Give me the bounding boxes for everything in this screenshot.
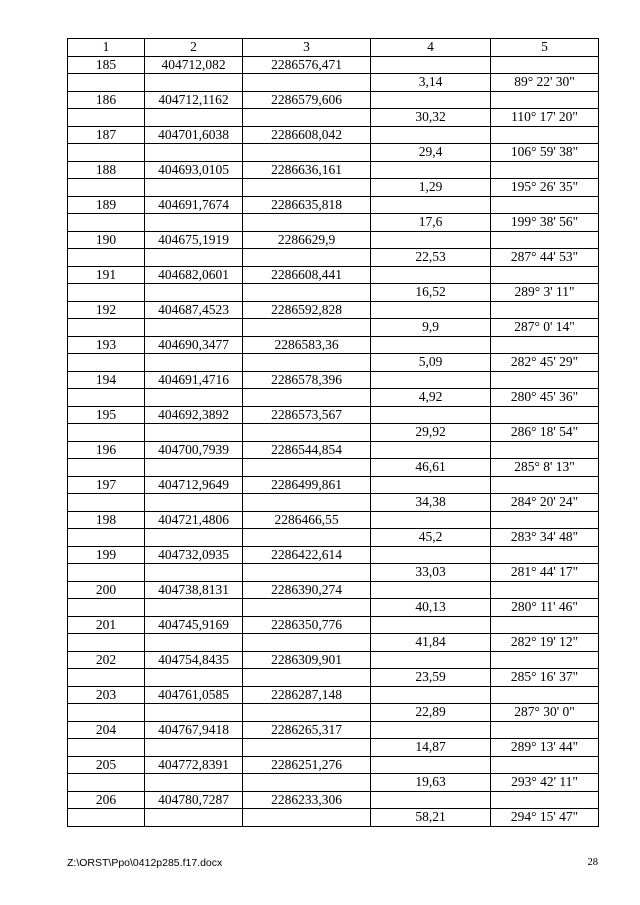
table-cell: 2286350,776 (243, 616, 371, 634)
table-cell (145, 284, 243, 302)
table-row (68, 301, 599, 319)
table-cell (491, 266, 599, 284)
table-cell (491, 651, 599, 669)
table-cell: 282° 45' 29" (491, 354, 599, 372)
table-row (68, 791, 599, 809)
table-cell: 2286287,148 (243, 686, 371, 704)
table-cell (145, 529, 243, 547)
table-row (68, 144, 599, 162)
table-cell (243, 704, 371, 722)
table-cell (371, 266, 491, 284)
table-cell: 106° 59' 38" (491, 144, 599, 162)
table-cell (145, 424, 243, 442)
table-cell (145, 319, 243, 337)
table-row (68, 651, 599, 669)
table-cell (243, 809, 371, 827)
table-cell (243, 774, 371, 792)
table-cell (243, 284, 371, 302)
table-cell: 196 (68, 441, 145, 459)
table-row (68, 424, 599, 442)
table-cell (371, 126, 491, 144)
table-cell (371, 686, 491, 704)
table-cell: 287° 0' 14" (491, 319, 599, 337)
table-cell: 293° 42' 11" (491, 774, 599, 792)
table-row (68, 406, 599, 424)
table-cell (243, 459, 371, 477)
table-cell: 9,9 (371, 319, 491, 337)
table-cell: 187 (68, 126, 145, 144)
table-cell: 195 (68, 406, 145, 424)
table-row (68, 599, 599, 617)
table-row (68, 756, 599, 774)
table-cell: 2286466,55 (243, 511, 371, 529)
table-cell (243, 179, 371, 197)
table-cell (491, 196, 599, 214)
column-header: 4 (371, 39, 491, 57)
table-cell: 201 (68, 616, 145, 634)
table-cell (371, 511, 491, 529)
table-cell (371, 161, 491, 179)
table-cell: 404761,0585 (145, 686, 243, 704)
table-cell: 40,13 (371, 599, 491, 617)
table-cell (243, 354, 371, 372)
table-cell (491, 56, 599, 74)
table-cell: 404692,3892 (145, 406, 243, 424)
table-row (68, 249, 599, 267)
table-cell (491, 686, 599, 704)
table-cell: 404701,6038 (145, 126, 243, 144)
table-row (68, 581, 599, 599)
table-cell (491, 791, 599, 809)
table-cell (371, 336, 491, 354)
table-cell: 281° 44' 17" (491, 564, 599, 582)
column-header: 2 (145, 39, 243, 57)
table-cell: 58,21 (371, 809, 491, 827)
table-cell (371, 441, 491, 459)
table-cell: 289° 13' 44" (491, 739, 599, 757)
table-cell (371, 651, 491, 669)
table-cell (371, 301, 491, 319)
table-cell: 404732,0935 (145, 546, 243, 564)
table-row (68, 721, 599, 739)
table-cell (491, 161, 599, 179)
table-cell: 22,53 (371, 249, 491, 267)
table-cell (243, 144, 371, 162)
table-cell: 89° 22' 30" (491, 74, 599, 92)
table-cell: 2286573,567 (243, 406, 371, 424)
table-cell (68, 179, 145, 197)
table-cell: 404691,7674 (145, 196, 243, 214)
table-cell (145, 634, 243, 652)
table-cell: 206 (68, 791, 145, 809)
table-cell (491, 301, 599, 319)
table-cell (145, 109, 243, 127)
table-row (68, 196, 599, 214)
table-cell (371, 756, 491, 774)
table-cell: 203 (68, 686, 145, 704)
table-cell (145, 564, 243, 582)
table-cell (68, 739, 145, 757)
table-cell: 404691,4716 (145, 371, 243, 389)
table-cell (145, 459, 243, 477)
table-cell: 282° 19' 12" (491, 634, 599, 652)
table-cell: 2286309,901 (243, 651, 371, 669)
table-cell (68, 249, 145, 267)
table-cell: 110° 17' 20" (491, 109, 599, 127)
table-cell (68, 284, 145, 302)
table-cell: 404772,8391 (145, 756, 243, 774)
header-row (68, 39, 599, 57)
table-cell: 284° 20' 24" (491, 494, 599, 512)
table-row (68, 354, 599, 372)
table-row (68, 161, 599, 179)
table-cell (371, 581, 491, 599)
table-row (68, 389, 599, 407)
table-cell (68, 354, 145, 372)
table-row (68, 319, 599, 337)
table-cell (68, 809, 145, 827)
table-cell: 198 (68, 511, 145, 529)
table-cell (145, 144, 243, 162)
table-row (68, 231, 599, 249)
table-cell: 404738,8131 (145, 581, 243, 599)
table-cell (68, 494, 145, 512)
table-cell: 283° 34' 48" (491, 529, 599, 547)
table-cell: 30,32 (371, 109, 491, 127)
table-cell: 404754,8435 (145, 651, 243, 669)
column-header: 1 (68, 39, 145, 57)
table-row (68, 774, 599, 792)
table-cell (491, 476, 599, 494)
table-cell: 19,63 (371, 774, 491, 792)
table-row (68, 476, 599, 494)
table-cell: 202 (68, 651, 145, 669)
table-cell (371, 476, 491, 494)
table-cell: 2286422,614 (243, 546, 371, 564)
table-row (68, 126, 599, 144)
table-cell: 194 (68, 371, 145, 389)
table-cell (371, 196, 491, 214)
table-row (68, 564, 599, 582)
table-cell: 195° 26' 35" (491, 179, 599, 197)
table-cell (145, 669, 243, 687)
table-row (68, 669, 599, 687)
table-cell: 404700,7939 (145, 441, 243, 459)
table-row (68, 74, 599, 92)
table-cell: 17,6 (371, 214, 491, 232)
table-cell: 404721,4806 (145, 511, 243, 529)
table-row (68, 91, 599, 109)
table-cell (68, 529, 145, 547)
table-cell: 404780,7287 (145, 791, 243, 809)
table-cell: 404687,4523 (145, 301, 243, 319)
table-cell (371, 616, 491, 634)
table-cell (243, 74, 371, 92)
table-cell (491, 546, 599, 564)
table-cell: 29,92 (371, 424, 491, 442)
table-cell (491, 756, 599, 774)
table-row (68, 266, 599, 284)
table-cell (243, 529, 371, 547)
table-cell: 2286578,396 (243, 371, 371, 389)
table-cell: 287° 44' 53" (491, 249, 599, 267)
column-header: 5 (491, 39, 599, 57)
table-cell: 29,4 (371, 144, 491, 162)
table-row (68, 284, 599, 302)
table-cell (491, 581, 599, 599)
table-row (68, 371, 599, 389)
table-cell: 189 (68, 196, 145, 214)
table-cell: 285° 8' 13" (491, 459, 599, 477)
table-cell (371, 791, 491, 809)
table-cell (243, 739, 371, 757)
table-cell: 2286579,606 (243, 91, 371, 109)
table-cell (491, 126, 599, 144)
table-cell (243, 634, 371, 652)
table-cell: 192 (68, 301, 145, 319)
table-cell: 197 (68, 476, 145, 494)
table-cell: 2286251,276 (243, 756, 371, 774)
table-cell (145, 809, 243, 827)
table-row (68, 459, 599, 477)
table-cell (68, 459, 145, 477)
table-cell (145, 179, 243, 197)
table-cell (145, 354, 243, 372)
table-cell (145, 74, 243, 92)
table-cell (243, 319, 371, 337)
table-cell: 193 (68, 336, 145, 354)
table-row (68, 109, 599, 127)
table-cell (491, 91, 599, 109)
table-cell: 404712,1162 (145, 91, 243, 109)
table-cell: 2286499,861 (243, 476, 371, 494)
table-cell (68, 564, 145, 582)
table-cell (68, 774, 145, 792)
table-cell: 204 (68, 721, 145, 739)
table-cell: 199 (68, 546, 145, 564)
table-cell: 404745,9169 (145, 616, 243, 634)
table-cell (68, 319, 145, 337)
table-cell (68, 704, 145, 722)
table-cell: 287° 30' 0" (491, 704, 599, 722)
table-cell (371, 371, 491, 389)
table-cell (68, 599, 145, 617)
table-cell (371, 56, 491, 74)
table-row (68, 511, 599, 529)
table-row (68, 634, 599, 652)
table-cell (491, 371, 599, 389)
table-cell: 2286583,36 (243, 336, 371, 354)
table-cell (145, 249, 243, 267)
table-row (68, 441, 599, 459)
table-cell (491, 441, 599, 459)
table-cell: 46,61 (371, 459, 491, 477)
table-cell: 16,52 (371, 284, 491, 302)
table-cell: 404690,3477 (145, 336, 243, 354)
table-cell (491, 231, 599, 249)
table-cell: 200 (68, 581, 145, 599)
table-cell (145, 704, 243, 722)
table-cell (68, 424, 145, 442)
table-cell (243, 564, 371, 582)
footer-file-path: Z:\ORST\Ppo\0412p285.f17.docx (67, 857, 223, 869)
table-cell: 2286544,854 (243, 441, 371, 459)
table-cell (243, 109, 371, 127)
table-row (68, 616, 599, 634)
table-cell: 4,92 (371, 389, 491, 407)
table-cell: 2286608,441 (243, 266, 371, 284)
table-cell (371, 406, 491, 424)
footer-page-number: 28 (587, 857, 598, 868)
table-row (68, 179, 599, 197)
table-cell: 45,2 (371, 529, 491, 547)
table-cell: 41,84 (371, 634, 491, 652)
table-cell (68, 74, 145, 92)
table-cell (145, 774, 243, 792)
table-cell (68, 634, 145, 652)
table-header (68, 39, 599, 57)
table-cell (491, 406, 599, 424)
table-cell (145, 599, 243, 617)
table-cell: 280° 11' 46" (491, 599, 599, 617)
table-cell (243, 494, 371, 512)
coordinates-table (67, 38, 599, 827)
table-cell: 404712,082 (145, 56, 243, 74)
table-row (68, 809, 599, 827)
table-cell: 2286629,9 (243, 231, 371, 249)
table-row (68, 336, 599, 354)
table-cell (68, 144, 145, 162)
table-cell (371, 721, 491, 739)
table-cell: 23,59 (371, 669, 491, 687)
table-cell (68, 214, 145, 232)
table-cell: 404767,9418 (145, 721, 243, 739)
table-cell: 2286592,828 (243, 301, 371, 319)
table-cell: 286° 18' 54" (491, 424, 599, 442)
table-cell: 34,38 (371, 494, 491, 512)
table-cell: 404682,0601 (145, 266, 243, 284)
table-cell: 33,03 (371, 564, 491, 582)
table-cell: 280° 45' 36" (491, 389, 599, 407)
table-cell (243, 249, 371, 267)
table-cell: 188 (68, 161, 145, 179)
table-cell: 2286390,274 (243, 581, 371, 599)
table-row (68, 214, 599, 232)
table-cell: 2286233,306 (243, 791, 371, 809)
table-row (68, 686, 599, 704)
table-cell: 404712,9649 (145, 476, 243, 494)
table-cell: 199° 38' 56" (491, 214, 599, 232)
table-cell (145, 214, 243, 232)
table-cell: 285° 16' 37" (491, 669, 599, 687)
table-cell (68, 669, 145, 687)
table-cell: 294° 15' 47" (491, 809, 599, 827)
table-cell: 2286636,161 (243, 161, 371, 179)
table-cell (243, 424, 371, 442)
table-cell (243, 389, 371, 407)
table-cell (491, 616, 599, 634)
table-row (68, 704, 599, 722)
table-cell (371, 91, 491, 109)
table-cell (243, 214, 371, 232)
table-cell (68, 109, 145, 127)
table-cell: 14,87 (371, 739, 491, 757)
table-cell (145, 389, 243, 407)
table-cell (491, 511, 599, 529)
table-cell: 2286635,818 (243, 196, 371, 214)
table-cell (145, 494, 243, 512)
table-cell: 5,09 (371, 354, 491, 372)
table-cell: 190 (68, 231, 145, 249)
table-cell (243, 599, 371, 617)
table-cell: 1,29 (371, 179, 491, 197)
table-cell (145, 739, 243, 757)
table-cell: 186 (68, 91, 145, 109)
table-cell: 205 (68, 756, 145, 774)
table-row (68, 529, 599, 547)
table-cell (371, 231, 491, 249)
table-cell: 3,14 (371, 74, 491, 92)
table-row (68, 494, 599, 512)
table-cell (68, 389, 145, 407)
table-cell: 22,89 (371, 704, 491, 722)
table-cell: 191 (68, 266, 145, 284)
table-row (68, 739, 599, 757)
table-row (68, 546, 599, 564)
table-cell: 404693,0105 (145, 161, 243, 179)
table-cell (371, 546, 491, 564)
table-cell: 404675,1919 (145, 231, 243, 249)
table-cell: 2286576,471 (243, 56, 371, 74)
table-cell: 289° 3' 11" (491, 284, 599, 302)
table-row (68, 56, 599, 74)
column-header: 3 (243, 39, 371, 57)
table-cell (243, 669, 371, 687)
table-cell: 185 (68, 56, 145, 74)
table-cell (491, 336, 599, 354)
table-cell: 2286608,042 (243, 126, 371, 144)
table-cell (491, 721, 599, 739)
table-body (68, 56, 599, 826)
table-cell: 2286265,317 (243, 721, 371, 739)
